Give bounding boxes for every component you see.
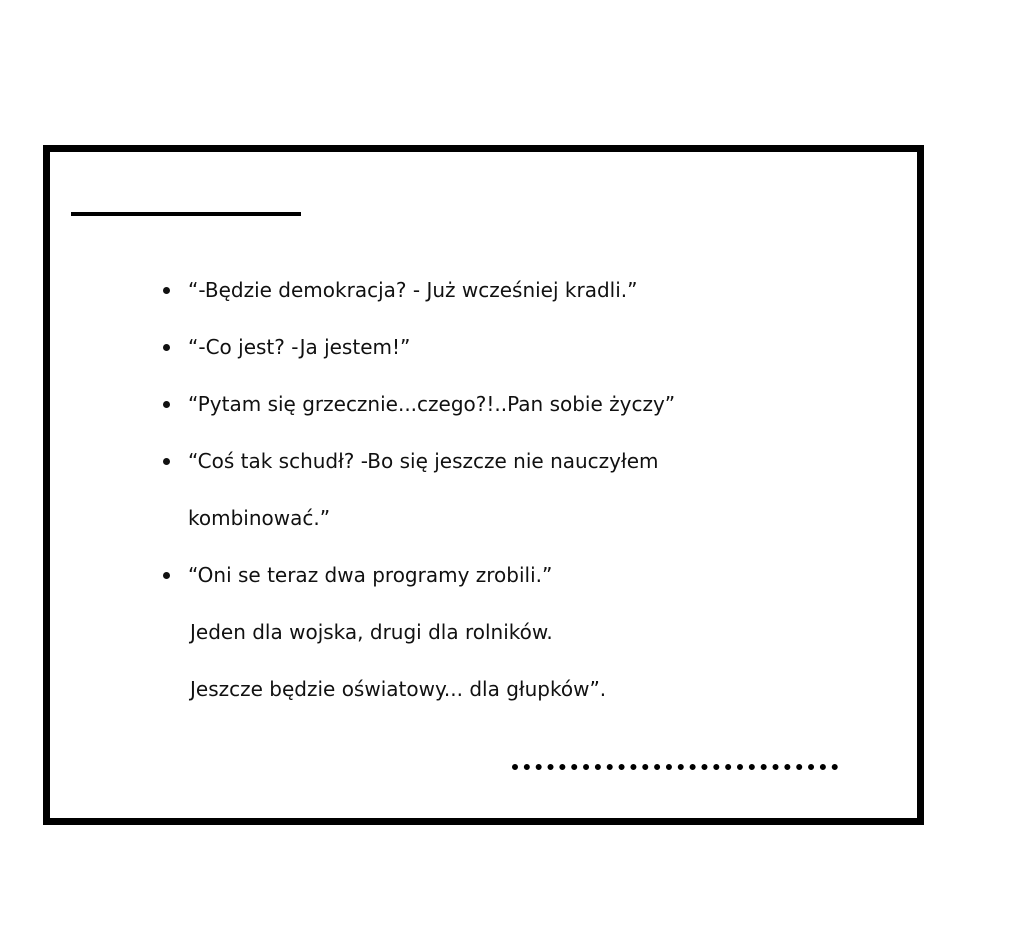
quote-line: “Pytam się grzecznie...czego?!..Pan sobie życzy” — [188, 392, 676, 416]
quote-list — [163, 262, 675, 718]
bullet-icon — [163, 287, 170, 294]
bullet-icon — [163, 458, 170, 465]
quote-line: “Coś tak schudł? -Bo się jeszcze nie nauczyłem — [188, 449, 659, 473]
quote-line: Jeszcze będzie oświatowy... dla głupków”. — [190, 677, 607, 701]
quote-item — [163, 376, 675, 433]
quote-item — [163, 433, 675, 547]
quote-line: “Oni se teraz dwa programy zrobili.” — [188, 563, 553, 587]
quote-line: “-Co jest? -Ja jestem!” — [188, 335, 411, 359]
quote-line: kombinować.” — [188, 506, 331, 530]
top-rule — [71, 212, 301, 216]
quote-item — [163, 262, 675, 319]
bullet-icon — [163, 344, 170, 351]
quote-item — [163, 547, 675, 718]
bullet-icon — [163, 572, 170, 579]
quote-line: “-Będzie demokracja? - Już wcześniej kradli.” — [188, 278, 638, 302]
dotted-rule — [512, 764, 838, 770]
bullet-icon — [163, 401, 170, 408]
quote-line: Jeden dla wojska, drugi dla rolników. — [190, 620, 553, 644]
quote-item — [163, 319, 675, 376]
